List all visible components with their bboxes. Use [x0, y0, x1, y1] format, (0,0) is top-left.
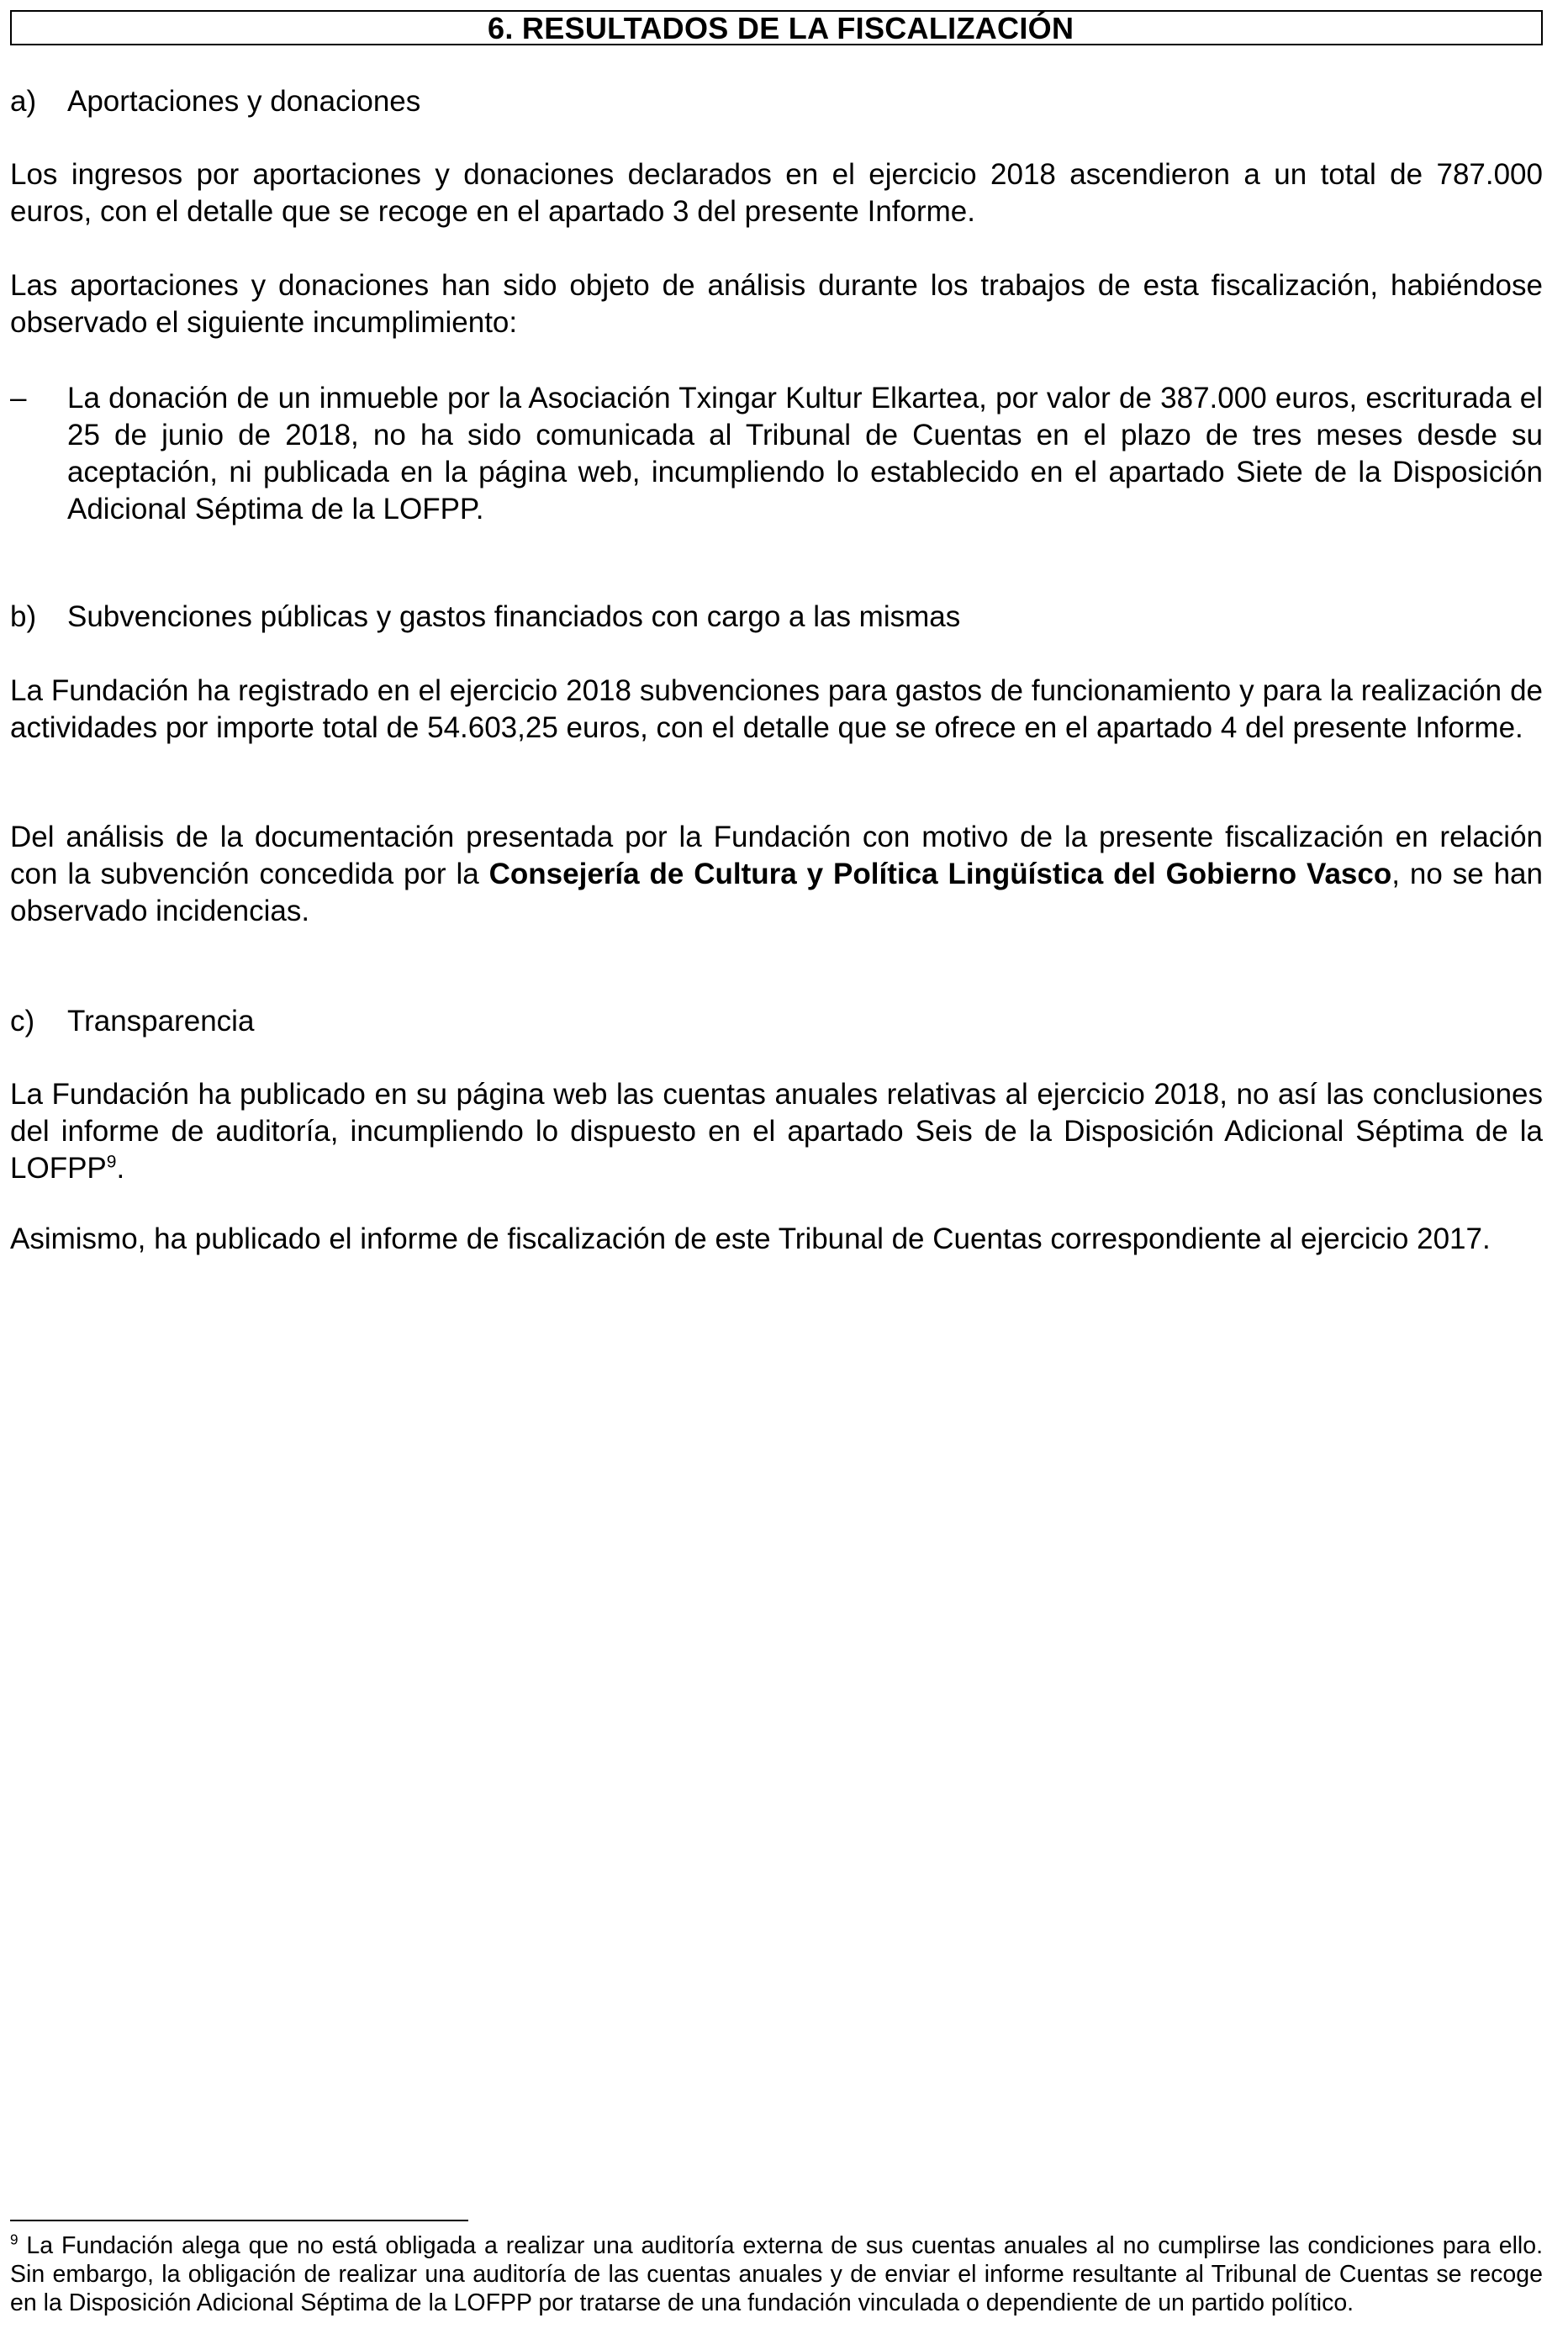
footnote-ref: 9	[106, 1152, 117, 1172]
footnote	[10, 2231, 1543, 2317]
paragraph-c1-end: .	[116, 1152, 125, 1185]
heading-b-letter: b)	[10, 600, 37, 633]
paragraph-c2: Asimismo, ha publicado el informe de fiscalización de este Tribunal de Cuentas correspondiente al ejercicio 2017.	[10, 1222, 1491, 1255]
footnote-number: 9	[10, 2231, 18, 2248]
heading-b	[10, 599, 960, 636]
section-title: 6. RESULTADOS DE LA FISCALIZACIÓN	[488, 11, 1074, 45]
paragraph-a1: Los ingresos por aportaciones y donaciones declarados en el ejercicio 2018 ascendieron a un total de 787.000 euros, con el detalle que se recoge en el apartado 3 del presente Informe.	[10, 158, 1543, 228]
heading-c-letter: c)	[10, 1005, 35, 1038]
paragraph-b2-bold: Consejería de Cultura y Política Lingüística del Gobierno Vasco	[488, 858, 1392, 890]
paragraph-b2	[10, 819, 1543, 930]
bullet-dash: –	[10, 382, 27, 415]
bullet-text: La donación de un inmueble por la Asociación Txingar Kultur Elkartea, por valor de 387.000 euros, escriturada el 25 de junio de 2018, no ha sido comunicada al Tribunal de Cuentas en el plazo de tres meses desde su aceptación, ni publicada en la página web, incumpliendo lo establecido en el apartado Siete de la Disposición Adicional Séptima de la LOFPP.	[67, 382, 1543, 525]
paragraph-b1: La Fundación ha registrado en el ejercicio 2018 subvenciones para gastos de funcionamiento y para la realización de actividades por importe total de 54.603,25 euros, con el detalle que se ofrece en el apartado 4 del presente Informe.	[10, 674, 1543, 744]
paragraph-c1-text: La Fundación ha publicado en su página web las cuentas anuales relativas al ejercicio 2018, no así las conclusiones del informe de auditoría, incumpliendo lo dispuesto en el apartado Seis de la Disposición Adicional Séptima de la LOFPP	[10, 1078, 1543, 1185]
heading-a-text: Aportaciones y donaciones	[67, 85, 421, 118]
footnote-separator	[10, 2220, 468, 2221]
document-page	[10, 0, 1549, 2334]
paragraph-b2-end: , no se han observado incidencias.	[10, 858, 1543, 927]
heading-c-text: Transparencia	[67, 1005, 255, 1038]
heading-b-text: Subvenciones públicas y gastos financiados con cargo a las mismas	[67, 600, 961, 633]
footnote-text: La Fundación alega que no está obligada a realizar una auditoría externa de sus cuentas anuales al no cumplirse las condiciones para ello. Sin embargo, la obligación de realizar una auditoría de las cuentas anuales y de enviar el informe resultante al Tribunal de Cuentas se recoge en la Disposición Adicional Séptima de la LOFPP por tratarse de una fundación vinculada o dependiente de un partido político.	[10, 2232, 1543, 2316]
list-item	[10, 380, 1543, 528]
paragraph-c1	[10, 1076, 1543, 1187]
heading-c	[10, 1003, 254, 1040]
paragraph-a2: Las aportaciones y donaciones han sido objeto de análisis durante los trabajos de esta fiscalización, habiéndose observado el siguiente incumplimiento:	[10, 269, 1543, 339]
section-header-box	[10, 10, 1543, 45]
heading-a-letter: a)	[10, 85, 37, 118]
paragraph-b2-start: Del análisis de la documentación presentada por la Fundación con motivo de la presente fiscalización en relación con la subvención concedida por la	[10, 821, 1543, 890]
heading-a	[10, 83, 420, 120]
